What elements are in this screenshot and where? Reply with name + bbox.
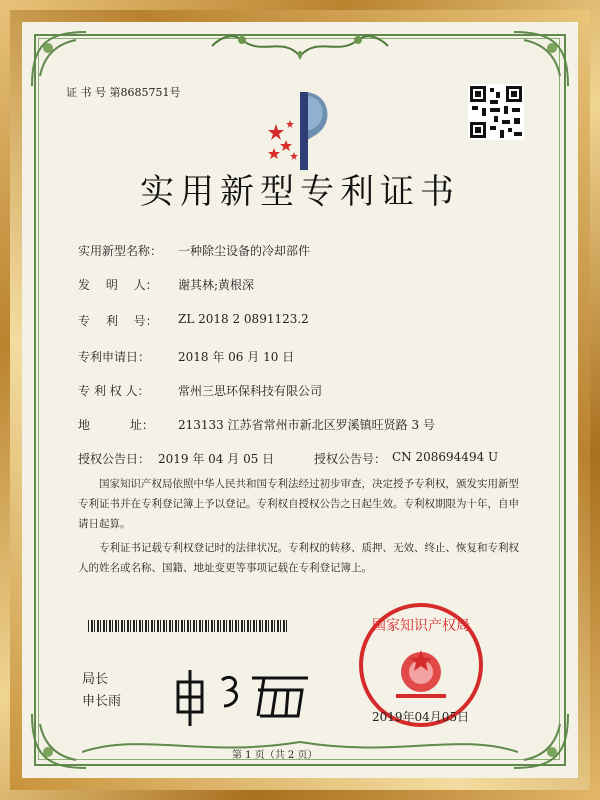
top-ornament-icon (202, 26, 398, 66)
qr-code-icon (468, 84, 524, 140)
legal-paragraph-2: 专利证书记载专利权登记时的法律状况。专利权的转移、质押、无效、终止、恢复和专利权人的姓名或名称、国籍、地址变更等事项记载在专利登记簿上。 (78, 542, 519, 574)
director-name: 申长雨 (82, 694, 122, 709)
certificate-title: 实用新型专利证书 (140, 172, 460, 212)
field-value-name: 一种除尘设备的冷却部件 (178, 244, 311, 258)
seal-text: 国家知识产权局 (372, 618, 470, 634)
cnipa-logo-icon (260, 84, 340, 174)
field-value-filing-date: 2018 年 06 月 10 日 (178, 350, 295, 364)
director-title: 局长 (82, 672, 109, 687)
field-label-patent-no: 专 利 号： (78, 314, 158, 328)
legal-paragraph-1: 国家知识产权局依照中华人民共和国专利法经过初步审查，决定授予专利权，颁发实用新型专利证书并在专利登记簿上予以登记。专利权自授权公告之日起生效。专利权期限为十年，自申请日起算。 (78, 478, 519, 530)
seal-date: 2019年04月05日 (372, 710, 470, 724)
grant-no-label: 授权公告号： (314, 452, 387, 466)
director-signature-icon (172, 662, 312, 732)
field-value-inventor: 谢其林;黄根深 (178, 278, 255, 292)
field-label-filing-date: 专利申请日： (78, 350, 151, 364)
field-value-patent-no: ZL 2018 2 0891123.2 (178, 312, 309, 326)
field-label-address: 地 址： (78, 418, 154, 432)
certificate-number: 证 书 号 第8685751号 (66, 86, 181, 99)
grant-date-value: 2019 年 04 月 05 日 (158, 452, 275, 466)
field-value-patentee: 常州三思环保科技有限公司 (178, 384, 323, 398)
field-label-patentee: 专 利 权 人： (78, 384, 150, 398)
page-footer: 第 1 页（共 2 页） (232, 750, 318, 761)
field-label-inventor: 发 明 人： (78, 278, 158, 292)
certificate-paper (22, 22, 578, 778)
field-value-address: 213133 江苏省常州市新北区罗溪镇旺贤路 3 号 (178, 418, 435, 432)
grant-no-value: CN 208694494 U (392, 450, 499, 464)
barcode-icon (88, 620, 288, 632)
field-label-name: 实用新型名称： (78, 244, 163, 258)
grant-date-label: 授权公告日： (78, 452, 151, 466)
